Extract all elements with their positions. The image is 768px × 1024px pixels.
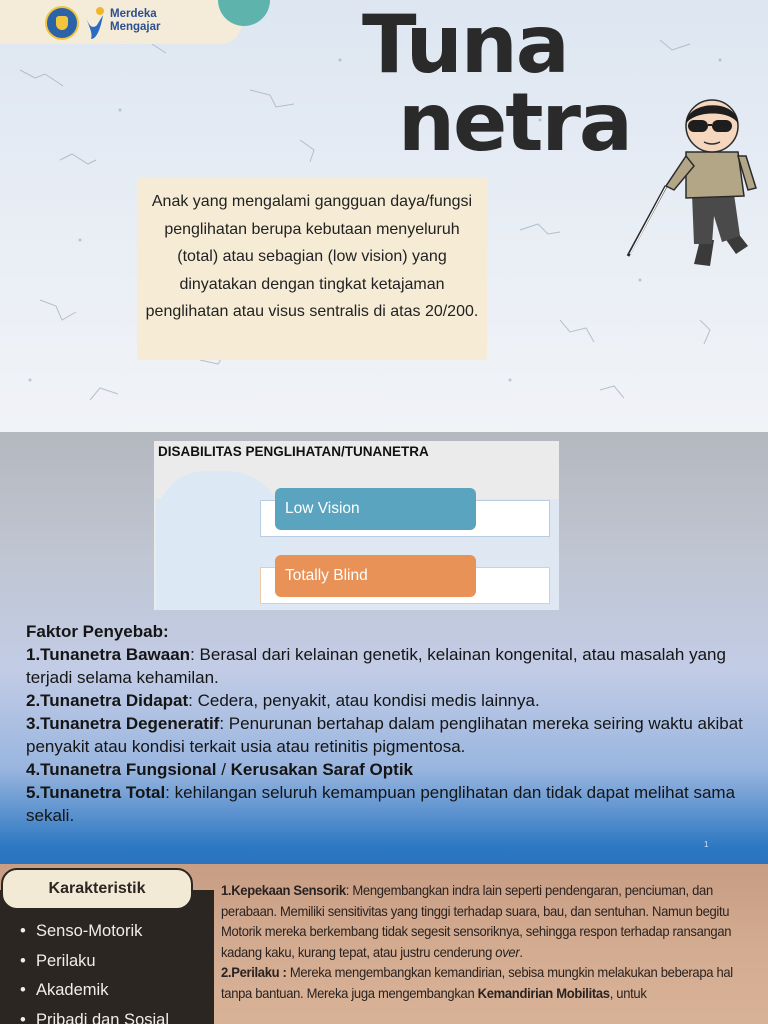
brand-line-2: Mengajar <box>110 21 161 33</box>
characteristics-tab: Karakteristik <box>1 868 193 910</box>
cause-item <box>26 643 746 689</box>
cause-text: : Penurunan bertahap dalam penglihatan mereka seiring waktu akibat penyakit atau kondisi terkait usia atau retinitis pigmentosa. <box>26 714 743 756</box>
definition-box <box>137 178 487 360</box>
cause-item <box>26 712 746 758</box>
characteristics-detail <box>221 880 760 1003</box>
bullet-icon: • <box>20 951 26 970</box>
slide-tunanetra-definition <box>0 0 768 432</box>
list-item <box>20 917 169 947</box>
logo-bar <box>0 0 242 44</box>
cause-label: Kerusakan Saraf Optik <box>230 760 414 779</box>
cause-text: : Berasal dari kelainan genetik, kelainan kongenital, atau masalah yang terjadi selama kehamilan. <box>26 645 726 687</box>
detail-heading-sensory: 1.Kepekaan Sensorik <box>221 882 346 898</box>
cause-label: 3.Tunanetra Degeneratif <box>26 714 220 733</box>
cause-text: : kehilangan seluruh kemampuan penglihatan dan tidak dapat melihat sama sekali. <box>26 783 736 825</box>
detail-bold: Kemandirian Mobilitas <box>477 984 610 1001</box>
diagram-title: DISABILITAS PENGLIHATAN/TUNANETRA <box>158 444 429 459</box>
totally-blind-label: Totally Blind <box>275 555 476 597</box>
bullet-icon: • <box>20 922 26 940</box>
title-line-2: netra <box>398 76 631 169</box>
cause-label: 1.Tunanetra Bawaan <box>26 645 191 664</box>
detail-heading-behavior: 2.Perilaku : <box>221 964 287 980</box>
blind-person-with-cane-icon <box>622 94 762 274</box>
tut-wuri-handayani-emblem-icon <box>45 6 79 40</box>
list-item <box>20 976 169 1006</box>
definition-text: Anak yang mengalami gangguan daya/fungsi penglihatan berupa kebutaan menyeluruh (total) atau sebagian (low vision) yang dinyatakan dengan tingkat ketajaman penglihatan atau visus sentralis di atas 20/200. <box>145 193 479 320</box>
list-item-label: Senso-Motorik <box>36 922 143 940</box>
list-item <box>20 1006 169 1024</box>
brand-line-1: Merdeka <box>110 8 157 20</box>
list-item-label: Perilaku <box>36 951 96 970</box>
cause-label: 2.Tunanetra Didapat <box>26 691 189 710</box>
causes-list <box>26 620 746 827</box>
cause-item <box>26 781 746 827</box>
detail-italic: over <box>495 943 520 960</box>
cause-item <box>26 689 746 712</box>
list-item-label: Pribadi dan Sosial <box>36 1010 169 1024</box>
cause-label: 5.Tunanetra Total <box>26 783 166 802</box>
page-title <box>362 0 662 169</box>
slide-causes <box>0 432 768 864</box>
list-item-label: Akademik <box>36 981 109 999</box>
cause-text: : Cedera, penyakit, atau kondisi medis lainnya. <box>188 691 540 710</box>
cause-label: 4.Tunanetra Fungsional <box>26 760 217 779</box>
classification-diagram <box>154 441 559 610</box>
detail-text: Mereka mengembangkan kemandirian, sebisa mungkin melakukan beberapa hal tanpa bantuan. Mereka juga mengembangkan <box>221 964 733 1001</box>
low-vision-label: Low Vision <box>275 488 476 530</box>
detail-text: . <box>519 943 523 960</box>
list-item <box>20 947 169 977</box>
title-line-1: Tuna <box>362 0 568 91</box>
merdeka-mengajar-text <box>110 8 161 34</box>
merdeka-mengajar-mark-icon <box>83 5 107 41</box>
detail-text: Namun begitu Motorik mereka berkembang tidak segesit sensoriknya, sehingga respon terhadap ransangan kadang kaku, kurang tepat, atau justru cenderung <box>221 902 732 960</box>
detail-text: , untuk <box>609 984 647 1001</box>
bullet-icon: • <box>20 1010 26 1024</box>
cause-item <box>26 758 746 781</box>
characteristics-list <box>20 917 169 1024</box>
detail-text: : Mengembangkan indra lain seperti pendengaran, penciuman, dan perabaan. Memiliki sensitivitas yang tinggi terhadap suara, bau, dan sentuhan. <box>221 882 713 919</box>
causes-heading: Faktor Penyebab: <box>26 622 169 641</box>
slide-characteristics <box>0 864 768 1024</box>
cause-separator: / <box>216 760 231 779</box>
bullet-icon: • <box>20 981 26 999</box>
page-number: 1 <box>704 840 709 849</box>
